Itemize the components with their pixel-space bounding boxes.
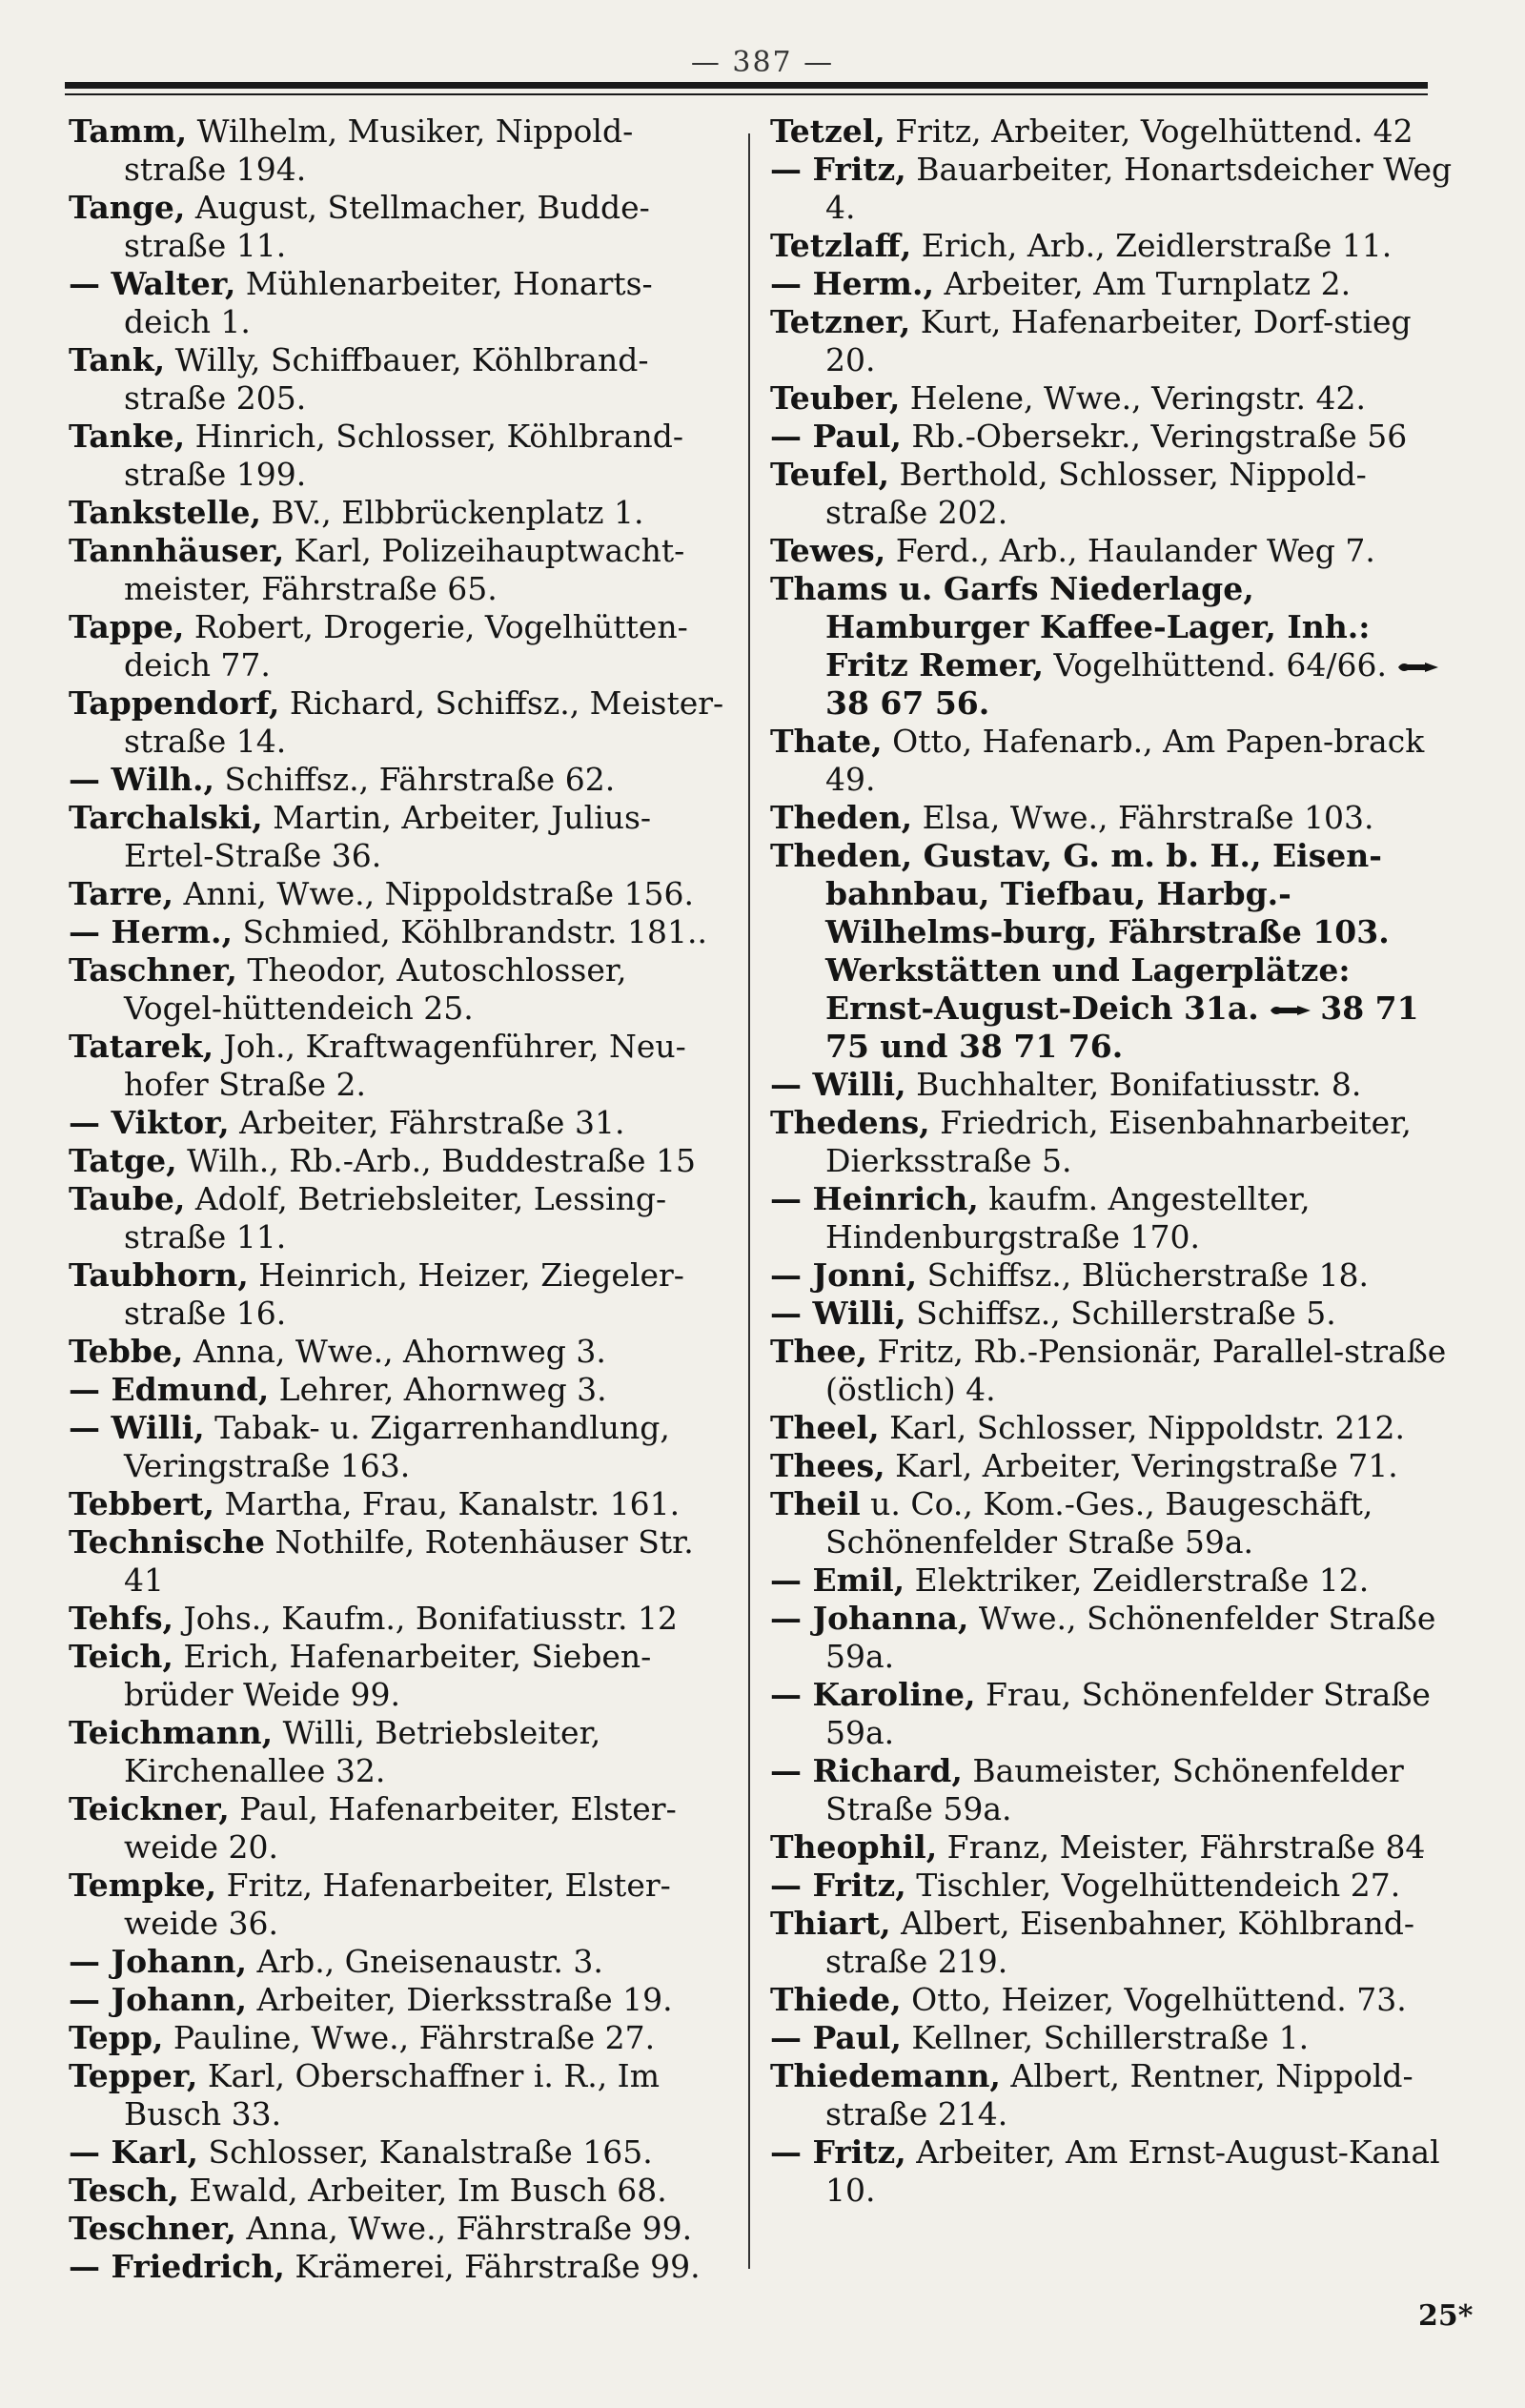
directory-entry: [69, 1409, 731, 1485]
entry-name: Tempke,: [69, 1867, 217, 1904]
entry-details: Helene, Wwe., Veringstr. 42.: [900, 379, 1366, 417]
entry-name: — Richard,: [770, 1752, 963, 1789]
entry-details: Nothilfe, Rotenhäuser Str. 41: [124, 1523, 694, 1599]
entry-details: Wwe., Schönenfelder Straße 59a.: [825, 1600, 1436, 1675]
directory-entry: [770, 2057, 1461, 2133]
directory-entry: [770, 227, 1461, 265]
entry-name: Tebbe,: [69, 1333, 184, 1370]
directory-entry: [69, 2057, 731, 2133]
entry-details: Schmied, Köhlbrandstr. 181..: [232, 913, 707, 950]
directory-entry: [69, 2019, 731, 2057]
directory-entry: [770, 799, 1461, 837]
entry-details: Schiffsz., Fährstraße 62.: [214, 761, 616, 798]
directory-entry: [770, 570, 1461, 723]
entry-details: Rb.-Obersekr., Veringstraße 56: [901, 418, 1408, 455]
entry-details: Fritz, Arbeiter, Vogelhüttend. 42: [884, 112, 1413, 150]
directory-entry: [770, 1180, 1461, 1256]
entry-details: Arb., Gneisenaustr. 3.: [246, 1943, 603, 1980]
phone-number: 38 71 75 und 38 71 76.: [825, 990, 1419, 1065]
directory-entry: [770, 2019, 1461, 2057]
directory-entry: [69, 1981, 731, 2019]
entry-name: Taube,: [69, 1180, 186, 1217]
directory-entry: [69, 418, 731, 494]
directory-entry: [770, 532, 1461, 570]
entry-details: Fritz, Rb.-Pensionär, Parallel-straße (östlich) 4.: [825, 1333, 1447, 1408]
directory-entry: [69, 875, 731, 913]
entry-details: Baumeister, Schönenfelder Straße 59a.: [825, 1752, 1404, 1827]
directory-entry: [770, 1485, 1461, 1561]
entry-details: Wilh., Rb.-Arb., Buddestraße 15: [176, 1142, 697, 1179]
directory-entry: [770, 1104, 1461, 1180]
entry-name: — Karoline,: [770, 1676, 976, 1713]
entry-details: Arbeiter, Dierksstraße 19.: [246, 1981, 673, 2018]
entry-details: Albert, Rentner, Nippold-straße 214.: [825, 2057, 1413, 2133]
entry-details: Otto, Hafenarb., Am Papen-brack 49.: [825, 723, 1425, 798]
entry-name: Theel,: [770, 1409, 880, 1446]
entry-name: Teschner,: [69, 2210, 236, 2247]
entry-name: Tatarek,: [69, 1028, 214, 1065]
directory-entry: [69, 1790, 731, 1867]
entry-name: — Viktor,: [69, 1104, 230, 1141]
entry-name: Tannhäuser,: [69, 532, 285, 569]
directory-entry: [69, 1943, 731, 1981]
entry-name: Theophil,: [770, 1828, 938, 1866]
header-rule-thick: [65, 82, 1428, 89]
entry-details: Kellner, Schillerstraße 1.: [901, 2019, 1310, 2056]
entry-details: Karl, Polizeihauptwacht-meister, Fährstraße 65.: [124, 532, 685, 607]
entry-details: Richard, Schiffsz., Meister-straße 14.: [124, 684, 724, 760]
directory-entry: [770, 1409, 1461, 1447]
entry-name: Tappe,: [69, 608, 185, 645]
directory-entry: [69, 1714, 731, 1790]
entry-name: — Paul,: [770, 2019, 902, 2056]
directory-entry: [770, 2133, 1461, 2210]
entry-details: u. Co., Kom.-Ges., Baugeschäft, Schönenfelder Straße 59a.: [825, 1485, 1373, 1561]
directory-entry: [770, 1600, 1461, 1676]
entry-name: — Johann,: [69, 1981, 247, 2018]
entry-details: Albert, Eisenbahner, Köhlbrand-straße 219.: [825, 1905, 1415, 1980]
entry-name: Tepp,: [69, 2019, 164, 2056]
entry-name: — Herm.,: [770, 265, 934, 302]
directory-entry: [69, 761, 731, 799]
entry-name: Thee,: [770, 1333, 868, 1370]
directory-entry: [69, 1180, 731, 1256]
entry-details: Elektriker, Zeidlerstraße 12.: [905, 1561, 1370, 1599]
entry-details: Vogelhüttend. 64/66.: [1044, 646, 1387, 684]
entry-details: Karl, Arbeiter, Veringstraße 71.: [884, 1447, 1398, 1484]
entry-details: Joh., Kraftwagenführer, Neu-hofer Straße 2.: [124, 1028, 686, 1103]
entry-name: — Friedrich,: [69, 2248, 285, 2285]
entry-details: Anna, Wwe., Fährstraße 99.: [235, 2210, 693, 2247]
directory-entry: [770, 1981, 1461, 2019]
entry-details: Fritz, Hafenarbeiter, Elster-weide 36.: [124, 1867, 671, 1942]
directory-entry: [69, 799, 731, 875]
entry-name: — Willi,: [770, 1066, 906, 1103]
entry-details: Mühlenarbeiter, Honarts-deich 1.: [124, 265, 653, 340]
telephone-icon: [1396, 661, 1440, 674]
entry-details: Ewald, Arbeiter, Im Busch 68.: [178, 2172, 667, 2209]
directory-entry: [69, 951, 731, 1028]
directory-entry: [770, 1752, 1461, 1828]
entry-details: Tabak- u. Zigarrenhandlung, Veringstraße 163.: [124, 1409, 670, 1484]
entry-details: Buchhalter, Bonifatiusstr. 8.: [905, 1066, 1362, 1103]
entry-name: Tarre,: [69, 875, 174, 912]
entry-name: Tepper,: [69, 2057, 198, 2094]
entry-details: Wilhelm, Musiker, Nippold-straße 194.: [124, 112, 634, 188]
entry-name: Teufel,: [770, 456, 889, 493]
entry-details: Willy, Schiffbauer, Köhlbrand-straße 205.: [124, 341, 649, 417]
directory-entry: [770, 303, 1461, 379]
directory-entry: [69, 2172, 731, 2210]
entry-details: Krämerei, Fährstraße 99.: [284, 2248, 701, 2285]
entry-details: Schiffsz., Blücherstraße 18.: [917, 1256, 1370, 1294]
directory-entry: [69, 1371, 731, 1409]
directory-entry: [69, 1333, 731, 1371]
column-divider: [748, 133, 750, 2269]
entry-name: — Johann,: [69, 1943, 247, 1980]
entry-name: Tappendorf,: [69, 684, 280, 722]
entry-name: Thiede,: [770, 1981, 902, 2018]
entry-name: — Jonni,: [770, 1256, 918, 1294]
directory-entry: [69, 2210, 731, 2248]
directory-entry: [770, 1561, 1461, 1600]
entry-name: Thiedemann,: [770, 2057, 1001, 2094]
entry-details: Anni, Wwe., Nippoldstraße 156.: [173, 875, 694, 912]
directory-entry: [69, 1142, 731, 1180]
entry-name: — Willi,: [770, 1295, 906, 1332]
entry-name: — Edmund,: [69, 1371, 270, 1408]
entry-details: Arbeiter, Am Turnplatz 2.: [933, 265, 1352, 302]
entry-details: Karl, Schlosser, Nippoldstr. 212.: [879, 1409, 1406, 1446]
entry-name: Thedens,: [770, 1104, 930, 1141]
directory-entry: [69, 1485, 731, 1523]
directory-entry: [770, 1256, 1461, 1295]
entry-details: Martin, Arbeiter, Julius-Ertel-Straße 36.: [124, 799, 652, 874]
directory-entry: [69, 1104, 731, 1142]
directory-entry: [69, 1256, 731, 1333]
directory-entry: [69, 2133, 731, 2172]
entry-details: Erich, Arb., Zeidlerstraße 11.: [911, 227, 1393, 264]
directory-entry: [770, 1867, 1461, 1905]
entry-details: Arbeiter, Am Ernst-August-Kanal 10.: [825, 2133, 1440, 2209]
entry-name: Tehfs,: [69, 1600, 174, 1637]
entry-details: Franz, Meister, Fährstraße 84: [937, 1828, 1426, 1866]
directory-entry: [69, 265, 731, 341]
entry-name: Tank,: [69, 341, 166, 378]
entry-name: — Paul,: [770, 418, 902, 455]
entry-name: — Walter,: [69, 265, 236, 302]
phone-number: 38 67 56.: [825, 684, 990, 722]
entry-details: Hinrich, Schlosser, Köhlbrand-straße 199.: [124, 418, 684, 493]
entry-details: Paul, Hafenarbeiter, Elster-weide 20.: [124, 1790, 677, 1866]
entry-name: — Karl,: [69, 2133, 198, 2171]
directory-entry: [770, 418, 1461, 456]
entry-name: Technische: [69, 1523, 266, 1561]
entry-details: Otto, Heizer, Vogelhüttend. 73.: [901, 1981, 1407, 2018]
entry-details: Willi, Betriebsleiter, Kirchenallee 32.: [124, 1714, 601, 1789]
entry-details: Theodor, Autoschlosser, Vogel-hüttendeich 25.: [124, 951, 627, 1027]
directory-entry: [770, 265, 1461, 303]
entry-name: Tatge,: [69, 1142, 177, 1179]
directory-entry: [770, 837, 1461, 1066]
entry-name: Teich,: [69, 1638, 173, 1675]
entry-details: kaufm. Angestellter, Hindenburgstraße 170.: [825, 1180, 1311, 1255]
entry-details: Elsa, Wwe., Fährstraße 103.: [912, 799, 1374, 836]
directory-entry: [69, 1523, 731, 1600]
entry-details: Anna, Wwe., Ahornweg 3.: [183, 1333, 606, 1370]
directory-entry: [770, 1066, 1461, 1104]
entry-details: Pauline, Wwe., Fährstraße 27.: [163, 2019, 656, 2056]
directory-entry: [770, 151, 1461, 227]
directory-entry: [770, 1333, 1461, 1409]
entry-details: Friedrich, Eisenbahnarbeiter, Dierksstraße 5.: [825, 1104, 1412, 1179]
entry-name: Tewes,: [770, 532, 886, 569]
entry-name: Tamm,: [69, 112, 188, 150]
directory-entry: [69, 913, 731, 951]
directory-entry: [69, 1028, 731, 1104]
entry-name: Theil: [770, 1485, 861, 1522]
entry-name: — Emil,: [770, 1561, 905, 1599]
entry-details: Martha, Frau, Kanalstr. 161.: [214, 1485, 681, 1522]
right-column: [770, 112, 1461, 2210]
entry-name: Thiart,: [770, 1905, 891, 1942]
directory-entry: [770, 1676, 1461, 1752]
entry-details: Karl, Oberschaffner i. R., Im Busch 33.: [124, 2057, 661, 2133]
entry-name: Teuber,: [770, 379, 901, 417]
directory-entry: [69, 1600, 731, 1638]
business-listing: Theden, Gustav, G. m. b. H., Eisen-bahnbau, Tiefbau, Harbg.-Wilhelms-burg, Fährstraße 103. Werkstätten und Lagerplätze: Ernst-August-Deich 31a.: [770, 837, 1390, 1027]
entry-details: Lehrer, Ahornweg 3.: [269, 1371, 607, 1408]
directory-entry: [69, 532, 731, 608]
entry-name: Tanke,: [69, 418, 186, 455]
left-column: [69, 112, 731, 2286]
entry-details: Robert, Drogerie, Vogelhütten-deich 77.: [124, 608, 688, 684]
entry-name: Tetzel,: [770, 112, 885, 150]
directory-entry: [69, 112, 731, 189]
entry-name: Tebbert,: [69, 1485, 215, 1522]
entry-details: BV., Elbbrückenplatz 1.: [261, 494, 644, 531]
directory-entry: [69, 1867, 731, 1943]
entry-details: Schiffsz., Schillerstraße 5.: [905, 1295, 1336, 1332]
entry-details: Kurt, Hafenarbeiter, Dorf-stieg 20.: [825, 303, 1412, 378]
entry-name: Teickner,: [69, 1790, 230, 1827]
directory-entry: [770, 723, 1461, 799]
directory-entry: [770, 1447, 1461, 1485]
entry-name: — Fritz,: [770, 1867, 906, 1904]
directory-entry: [69, 341, 731, 418]
directory-entry: [770, 456, 1461, 532]
directory-entry: [69, 494, 731, 532]
entry-name: Tankstelle,: [69, 494, 262, 531]
entry-name: Taubhorn,: [69, 1256, 249, 1294]
entry-name: Tetzlaff,: [770, 227, 912, 264]
entry-name: Thate,: [770, 723, 883, 760]
entry-name: — Heinrich,: [770, 1180, 979, 1217]
entry-name: Thees,: [770, 1447, 885, 1484]
entry-name: Theden,: [770, 799, 913, 836]
signature-mark: 25*: [1418, 2299, 1474, 2333]
directory-entry: [770, 379, 1461, 418]
directory-entry: [69, 684, 731, 761]
telephone-icon: [1269, 1004, 1312, 1017]
entry-name: Teichmann,: [69, 1714, 274, 1751]
entry-details: Schlosser, Kanalstraße 165.: [197, 2133, 653, 2171]
entry-name: — Willi,: [69, 1409, 205, 1446]
entry-details: Adolf, Betriebsleiter, Lessing-straße 11.: [124, 1180, 667, 1255]
entry-details: Johs., Kaufm., Bonifatiusstr. 12: [173, 1600, 678, 1637]
entry-details: Tischler, Vogelhüttendeich 27.: [905, 1867, 1401, 1904]
entry-details: August, Stellmacher, Budde-straße 11.: [124, 189, 650, 264]
entry-name: Tange,: [69, 189, 186, 226]
header-rule-thin: [65, 93, 1428, 95]
directory-entry: [770, 1828, 1461, 1867]
entry-details: Bauarbeiter, Honartsdeicher Weg 4.: [825, 151, 1453, 226]
directory-entry: [69, 1638, 731, 1714]
directory-entry: [770, 1905, 1461, 1981]
entry-name: Taschner,: [69, 951, 237, 989]
entry-details: Erich, Hafenarbeiter, Sieben-brüder Weide 99.: [124, 1638, 652, 1713]
entry-name: — Fritz,: [770, 2133, 906, 2171]
entry-details: Berthold, Schlosser, Nippold-straße 202.: [825, 456, 1367, 531]
directory-entry: [69, 189, 731, 265]
entry-name: Tarchalski,: [69, 799, 263, 836]
entry-name: — Herm.,: [69, 913, 233, 950]
entry-details: Arbeiter, Fährstraße 31.: [229, 1104, 625, 1141]
entry-name: — Wilh.,: [69, 761, 215, 798]
page-number: — 387 —: [690, 46, 835, 79]
entry-name: — Johanna,: [770, 1600, 969, 1637]
entry-details: Heinrich, Heizer, Ziegeler-straße 16.: [124, 1256, 684, 1332]
entry-name: Tesch,: [69, 2172, 179, 2209]
entry-name: Tetzner,: [770, 303, 911, 340]
business-listing: Thams u. Garfs Niederlage, Hamburger Kaffee-Lager, Inh.: Fritz Remer,: [770, 570, 1371, 684]
entry-details: Frau, Schönenfelder Straße 59a.: [825, 1676, 1431, 1751]
directory-entry: [770, 112, 1461, 151]
directory-entry: [69, 608, 731, 684]
directory-entry: [69, 2248, 731, 2286]
entry-name: — Fritz,: [770, 151, 906, 188]
entry-details: Ferd., Arb., Haulander Weg 7.: [885, 532, 1375, 569]
directory-entry: [770, 1295, 1461, 1333]
